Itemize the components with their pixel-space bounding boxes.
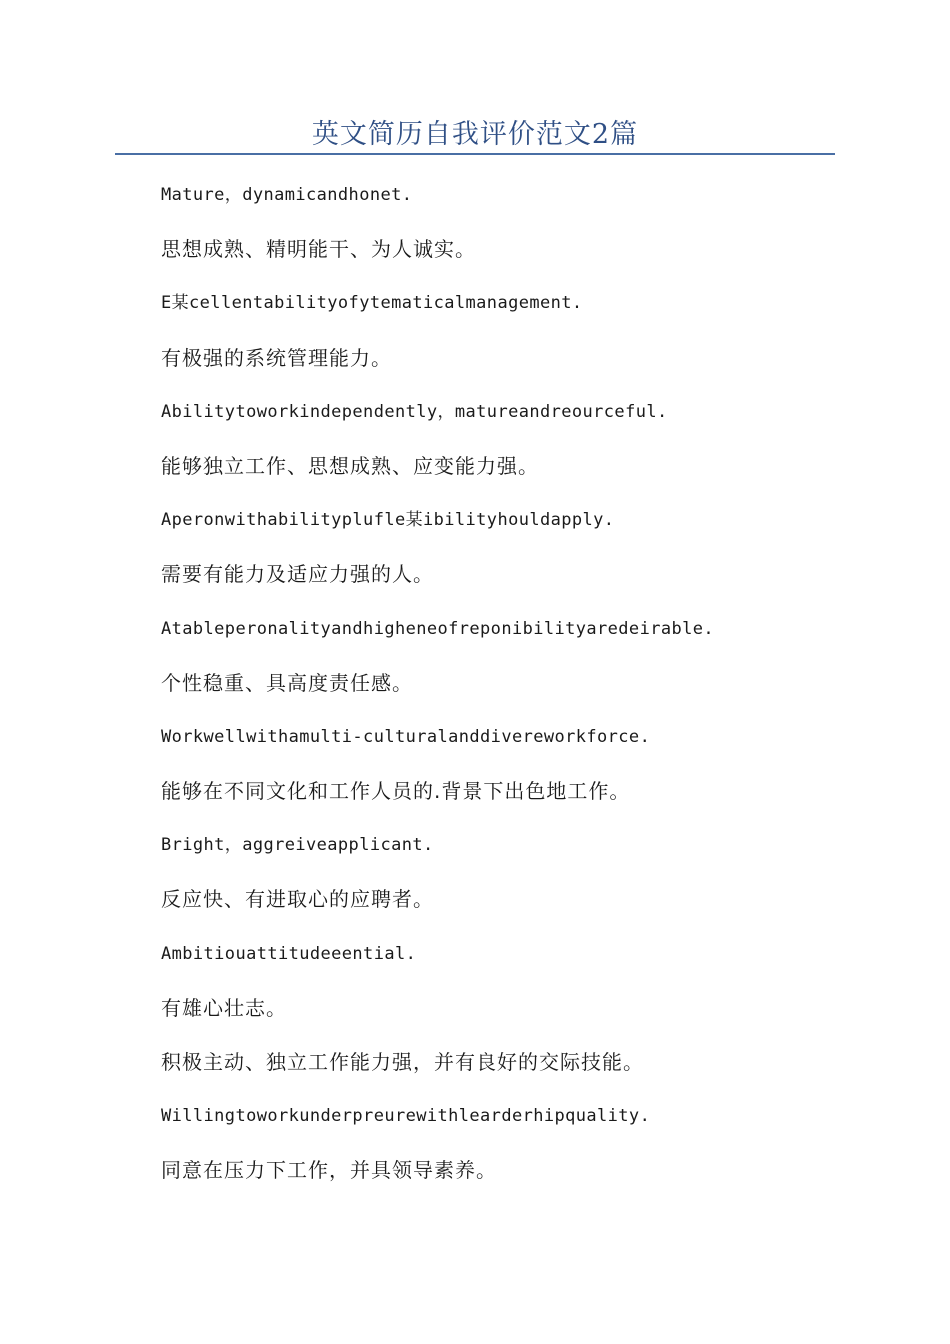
- text-line: 能够独立工作、思想成熟、应变能力强。: [161, 453, 539, 478]
- text-line: Willingtoworkunderpreurewithlearderhipquality.: [161, 1106, 651, 1127]
- text-line: 思想成熟、精明能干、为人诚实。: [161, 237, 476, 262]
- text-line: 有雄心壮志。: [161, 995, 287, 1020]
- text-line: 能够在不同文化和工作人员的.背景下出色地工作。: [161, 779, 631, 804]
- text-line: Ambitiouattitudeeential.: [161, 943, 417, 964]
- text-line: 个性稳重、具高度责任感。: [161, 670, 413, 695]
- text-line: 有极强的系统管理能力。: [161, 345, 392, 370]
- text-line: Abilitytoworkindependently，matureandreourceful.: [161, 401, 668, 422]
- text-line: E某cellentabilityofytematicalmanagement.: [161, 293, 583, 314]
- text-line: Aperonwithabilityplufle某ibilityhouldapply.: [161, 510, 615, 531]
- document-title: 英文简历自我评价范文2篇: [311, 119, 639, 150]
- text-line: Bright，aggreiveapplicant.: [161, 835, 434, 856]
- text-line: Workwellwithamulti-culturalanddivereworkforce.: [161, 726, 651, 747]
- text-line: Atableperonalityandhigheneofreponibilityaredeirable.: [161, 618, 715, 639]
- document-body: [161, 178, 841, 1208]
- text-line: 积极主动、独立工作能力强，并有良好的交际技能。: [161, 1050, 644, 1074]
- text-line: Mature，dynamicandhonet.: [161, 185, 413, 205]
- text-line: 反应快、有进取心的应聘者。: [161, 887, 434, 912]
- text-line: 同意在压力下工作，并具领导素养。: [161, 1158, 497, 1183]
- title-underline: [115, 153, 835, 155]
- text-line: 需要有能力及适应力强的人。: [161, 562, 434, 587]
